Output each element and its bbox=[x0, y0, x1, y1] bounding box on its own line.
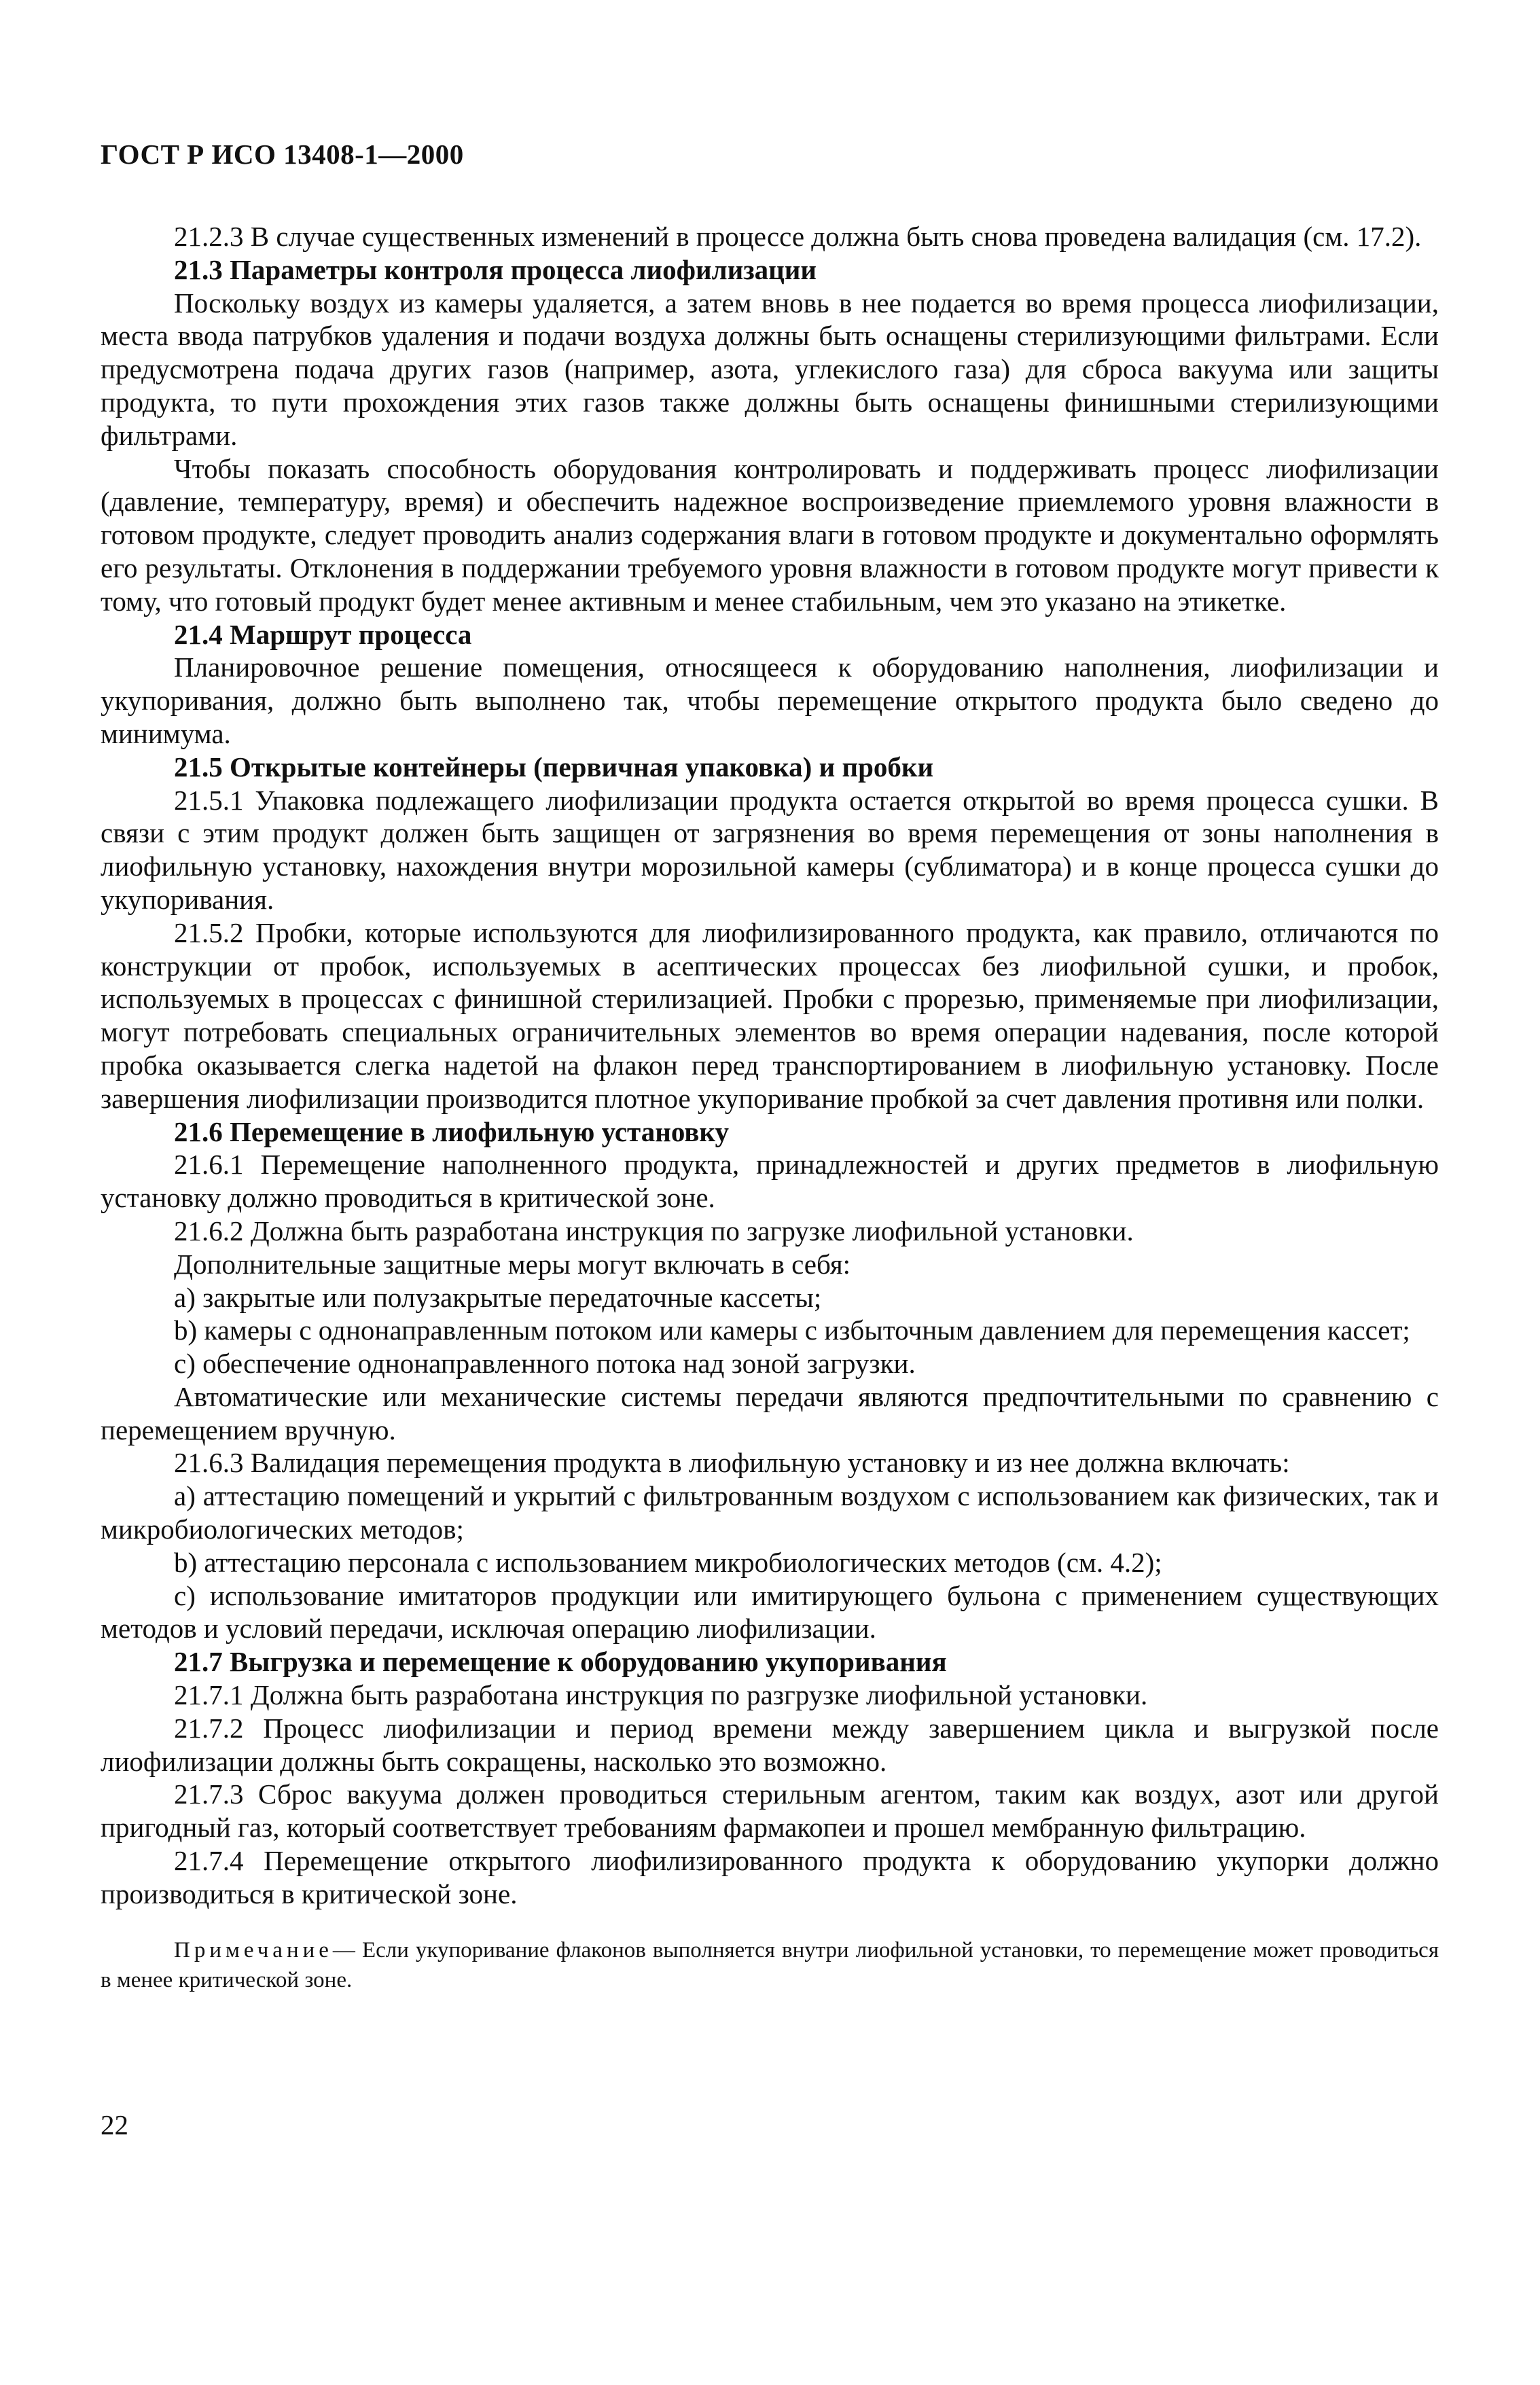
list-item: a) аттестацию помещений и укрытий с фильтрованным воздухом с использованием как физических, так и микробиологических методов; bbox=[101, 1480, 1439, 1545]
heading-21-5: 21.5 Открытые контейнеры (первичная упаковка) и пробки bbox=[174, 751, 934, 783]
list-item: b) камеры с однонаправленным потоком или камеры с избыточным давлением для перемещения кассет; bbox=[174, 1314, 1410, 1346]
paragraph-21-5-2: 21.5.2 Пробки, которые используются для лиофилизированного продукта, как правило, отличаются по конструкции от пробок, используемых в асептических процессах без лиофильной сушки, и пробок, используемых в процессах с финишной стерилизацией. Пробки с прорезью, применяемые при лиофилизации, могут потребовать специальных ограничительных элементов во время операции надевания, после которой пробка оказывается слегка надетой на флакон перед транспортированием в лиофильную установку. После завершения лиофилизации производится плотное укупоривание пробкой за счет давления противня или полки. bbox=[101, 916, 1439, 1114]
heading-21-7: 21.7 Выгрузка и перемещение к оборудованию укупоривания bbox=[174, 1646, 947, 1678]
paragraph-21-7-1: 21.7.1 Должна быть разработана инструкция по разгрузке лиофильной установки. bbox=[174, 1679, 1148, 1711]
note-label: Примечание bbox=[174, 1937, 333, 1962]
paragraph: Поскольку воздух из камеры удаляется, а затем вновь в нее подается во время процесса лиофилизации, места ввода патрубков удаления и подачи воздуха должны быть оснащены стерилизующими фильтрами. Если предусмотрена подача других газов (например, азота, углекислого газа) для сброса вакуума или защиты продукта, то пути прохождения этих газов также должны быть оснащены финишными стерилизующими фильтрами. bbox=[101, 287, 1439, 451]
list-item: c) обеспечение однонаправленного потока над зоной загрузки. bbox=[174, 1348, 916, 1380]
paragraph: Дополнительные защитные меры могут включать в себя: bbox=[174, 1248, 851, 1280]
paragraph: Чтобы показать способность оборудования контролировать и поддерживать процесс лиофилизации (давление, температуру, время) и обеспечить надежное воспроизведение приемлемого уровня влажности в готовом продукте, следует проводить анализ содержания влаги в готовом продукте и документально оформлять его результаты. Отклонения в поддержании требуемого уровня влажности в готовом продукте могут привести к тому, что готовый продукт будет менее активным и менее стабильным, чем это указано на этикетке. bbox=[101, 452, 1439, 617]
paragraph-21-6-2: 21.6.2 Должна быть разработана инструкция по загрузке лиофильной установки. bbox=[174, 1215, 1134, 1247]
paragraph-21-7-3: 21.7.3 Сброс вакуума должен проводиться стерильным агентом, таким как воздух, азот или другой пригодный газ, который соответствует требованиям фармакопеи и прошел мембранную фильтрацию. bbox=[101, 1778, 1439, 1844]
paragraph-21-7-2: 21.7.2 Процесс лиофилизации и период времени между завершением цикла и выгрузкой после лиофилизации должны быть сокращены, насколько это возможно. bbox=[101, 1712, 1439, 1777]
paragraph-21-5-1: 21.5.1 Упаковка подлежащего лиофилизации продукта остается открытой во время процесса сушки. В связи с этим продукт должен быть защищен от загрязнения во время перемещения от зоны наполнения в лиофильную установку, нахождения внутри морозильной камеры (сублиматора) и в конце процесса сушки до укупоривания. bbox=[101, 784, 1439, 915]
paragraph-21-6-3: 21.6.3 Валидация перемещения продукта в лиофильную установку и из нее должна включать: bbox=[174, 1447, 1290, 1479]
paragraph-21-2-3: 21.2.3 В случае существенных изменений в процессе должна быть снова проведена валидация (см. 17.2). bbox=[174, 221, 1422, 252]
note-text: — Если укупоривание флаконов выполняется внутри лиофильной установки, то перемещение может проводиться в менее критической зоне. bbox=[101, 1937, 1439, 1993]
heading-21-4: 21.4 Маршрут процесса bbox=[174, 618, 472, 650]
list-item: c) использование имитаторов продукции или имитирующего бульона с применением существующих методов и условий передачи, исключая операцию лиофилизации. bbox=[101, 1579, 1439, 1645]
paragraph: Планировочное решение помещения, относящееся к оборудованию наполнения, лиофилизации и укупоривания, должно быть выполнено так, чтобы перемещение открытого продукта было сведено до минимума. bbox=[101, 651, 1439, 749]
page-number: 22 bbox=[101, 2109, 128, 2140]
paragraph-21-6-1: 21.6.1 Перемещение наполненного продукта, принадлежностей и других предметов в лиофильную установку должно проводиться в критической зоне. bbox=[101, 1149, 1439, 1214]
document-body bbox=[101, 220, 1439, 1996]
list-item: a) закрытые или полузакрытые передаточные кассеты; bbox=[174, 1281, 822, 1313]
document-header: ГОСТ Р ИСО 13408-1—2000 bbox=[101, 139, 464, 170]
heading-21-6: 21.6 Перемещение в лиофильную установку bbox=[174, 1115, 729, 1147]
heading-21-3: 21.3 Параметры контроля процесса лиофилизации bbox=[174, 253, 817, 285]
paragraph-21-7-4: 21.7.4 Перемещение открытого лиофилизированного продукта к оборудованию укупорки должно производиться в критической зоне. bbox=[101, 1845, 1439, 1909]
note bbox=[101, 1935, 1439, 1996]
paragraph: Автоматические или механические системы передачи являются предпочтительными по сравнению с перемещением вручную. bbox=[101, 1380, 1439, 1446]
list-item: b) аттестацию персонала с использованием микробиологических методов (см. 4.2); bbox=[174, 1546, 1162, 1578]
